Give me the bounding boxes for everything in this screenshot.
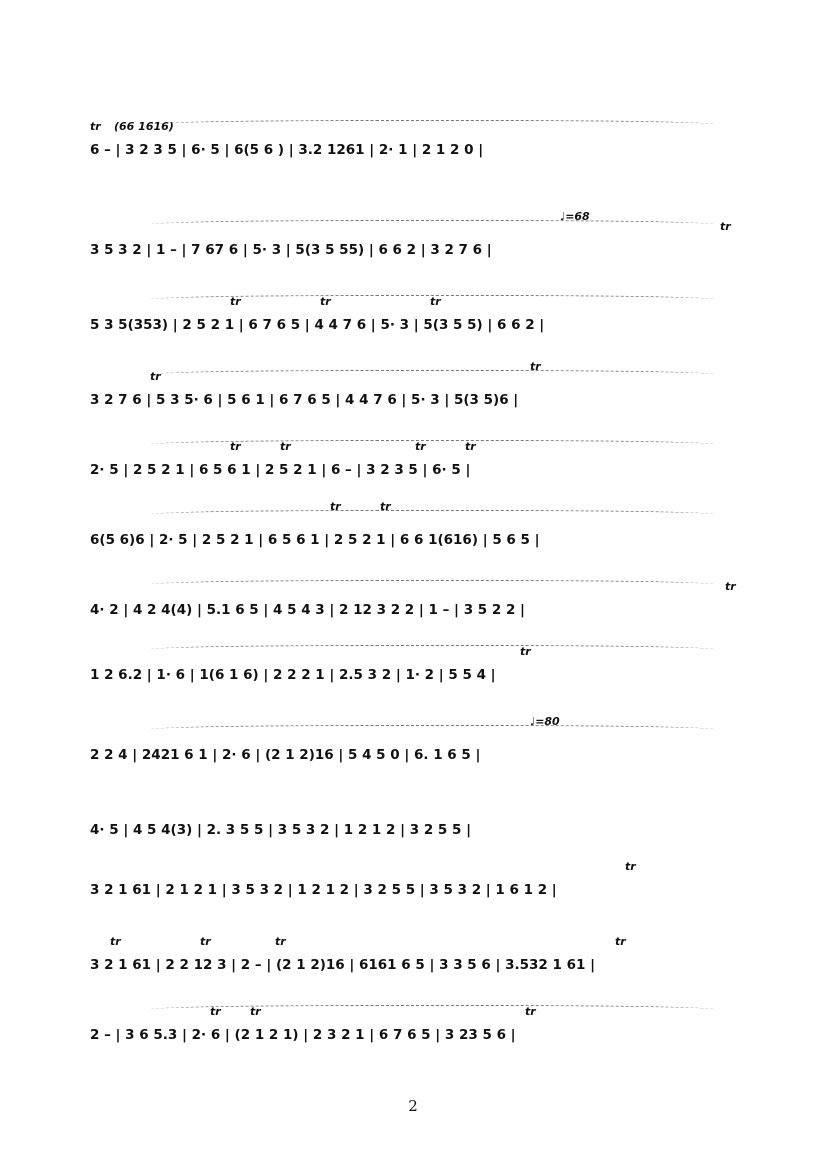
score-mark: tr	[90, 120, 101, 133]
score-line-1	[90, 120, 745, 162]
score-line-8	[90, 645, 745, 687]
score-line-6	[90, 500, 745, 552]
score-line-text: 2· 5 | 2 5 2 1 | 6 5 6 1 | 2 5 2 1 | 6 – | 3 2 3 5 | 6· 5 |	[90, 462, 471, 478]
score-mark: tr	[380, 500, 391, 513]
score-line-text: 4· 5 | 4 5 4(3) | 2. 3 5 5 | 3 5 3 2 | 1 2 1 2 | 3 2 5 5 |	[90, 822, 472, 838]
score-mark: tr	[520, 645, 531, 658]
score-line-3	[90, 295, 745, 337]
score-mark: tr	[200, 935, 211, 948]
score-mark: tr	[210, 1005, 221, 1018]
score-line-text: 3 2 7 6 | 5 3 5· 6 | 5 6 1 | 6 7 6 5 | 4 4 7 6 | 5· 3 | 5(3 5)6 |	[90, 392, 519, 408]
score-line-text: 3 2 1 61 | 2 1 2 1 | 3 5 3 2 | 1 2 1 2 | 3 2 5 5 | 3 5 3 2 | 1 6 1 2 |	[90, 882, 557, 898]
score-line-7	[90, 580, 745, 622]
score-mark: tr	[720, 220, 731, 233]
score-mark: tr	[250, 1005, 261, 1018]
score-mark: tr	[230, 295, 241, 308]
score-line-text: 4· 2 | 4 2 4(4) | 5.1 6 5 | 4 5 4 3 | 2 12 3 2 2 | 1 – | 3 5 2 2 |	[90, 602, 525, 618]
score-line-9	[90, 715, 745, 767]
score-mark: ♩=68	[560, 210, 590, 223]
score-mark: tr	[330, 500, 341, 513]
score-mark: tr	[725, 580, 736, 593]
score-mark: (66 1616)	[114, 120, 174, 133]
score-mark: tr	[525, 1005, 536, 1018]
score-mark: tr	[280, 440, 291, 453]
score-line-text: 6(5 6)6 | 2· 5 | 2 5 2 1 | 6 5 6 1 | 2 5 2 1 | 6 6 1(616) | 5 6 5 |	[90, 532, 540, 548]
score-line-2	[90, 210, 745, 262]
score-line-11	[90, 860, 745, 902]
score-line-4	[90, 360, 745, 412]
score-mark: tr	[320, 295, 331, 308]
score-line-text: 2 – | 3 6 5.3 | 2· 6 | (2 1 2 1) | 2 3 2 1 | 6 7 6 5 | 3 23 5 6 |	[90, 1027, 516, 1043]
score-line-text: 2 2 4 | 2421 6 1 | 2· 6 | (2 1 2)16 | 5 4 5 0 | 6. 1 6 5 |	[90, 747, 481, 763]
score-mark: tr	[625, 860, 636, 873]
score-line-text: 5 3 5(353) | 2 5 2 1 | 6 7 6 5 | 4 4 7 6 | 5· 3 | 5(3 5 5) | 6 6 2 |	[90, 317, 545, 333]
score-line-10	[90, 800, 745, 842]
page-number: 2	[408, 1097, 418, 1115]
score-mark: tr	[110, 935, 121, 948]
score-line-13	[90, 1005, 745, 1047]
score-line-12	[90, 935, 745, 977]
score-line-text: 3 2 1 61 | 2 2 12 3 | 2 – | (2 1 2)16 | 6161 6 5 | 3 3 5 6 | 3.532 1 61 |	[90, 957, 596, 973]
score-mark: tr	[230, 440, 241, 453]
score-mark: ♩=80	[530, 715, 560, 728]
score-mark: tr	[615, 935, 626, 948]
score-line-5	[90, 440, 745, 482]
score-mark: tr	[415, 440, 426, 453]
score-line-text: 3 5 3 2 | 1 – | 7 67 6 | 5· 3 | 5(3 5 55) | 6 6 2 | 3 2 7 6 |	[90, 242, 492, 258]
score-mark: tr	[465, 440, 476, 453]
score-mark: tr	[150, 370, 161, 383]
score-mark: tr	[430, 295, 441, 308]
score-mark: tr	[530, 360, 541, 373]
score-line-text: 1 2 6.2 | 1· 6 | 1(6 1 6) | 2 2 2 1 | 2.5 3 2 | 1· 2 | 5 5 4 |	[90, 667, 496, 683]
score-mark: tr	[275, 935, 286, 948]
score-line-text: 6 – | 3 2 3 5 | 6· 5 | 6(5 6 ) | 3.2 1261 | 2· 1 | 2 1 2 0 |	[90, 142, 484, 158]
